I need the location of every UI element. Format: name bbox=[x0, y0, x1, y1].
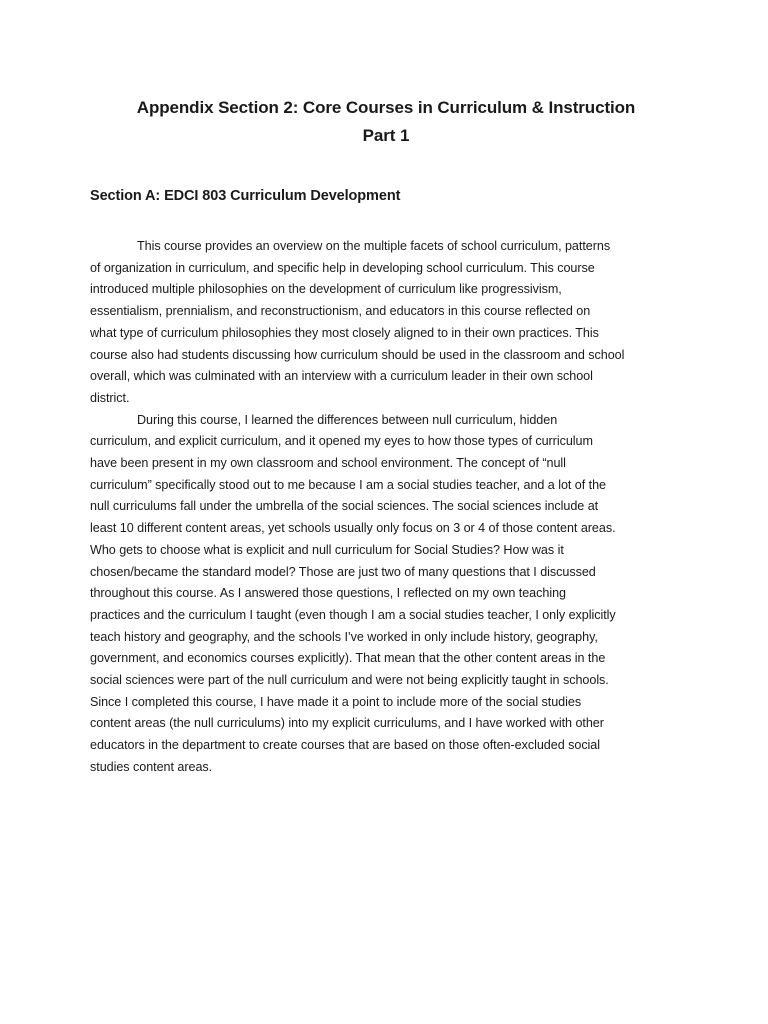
paragraph-line: content areas (the null curriculums) into my explicit curriculums, and I have worked with other bbox=[90, 716, 604, 731]
paragraph-line: curriculum” specifically stood out to me because I am a social studies teacher, and a lot of the bbox=[90, 477, 607, 492]
paragraph-line: This course provides an overview on the multiple facets of school curriculum, patterns bbox=[137, 239, 611, 253]
paragraph-line: practices and the curriculum I taught (even though I am a social studies teacher, I only explicitly bbox=[90, 607, 616, 622]
paragraph-line: overall, which was culminated with an interview with a curriculum leader in their own school bbox=[90, 369, 593, 384]
paragraph-line: curriculum, and explicit curriculum, and it opened my eyes to how those types of curriculum bbox=[90, 434, 593, 449]
section-heading: Section A: EDCI 803 Curriculum Development bbox=[90, 188, 401, 204]
paragraph-line: educators in the department to create courses that are based on those often-excluded social bbox=[90, 738, 601, 753]
paragraph-line: of organization in curriculum, and specific help in developing school curriculum. This course bbox=[90, 260, 595, 275]
paragraph-line: Since I completed this course, I have made it a point to include more of the social studies bbox=[90, 694, 582, 709]
paragraph-line: studies content areas. bbox=[90, 759, 213, 774]
paragraph-line: social sciences were part of the null curriculum and were not being explicitly taught in schools. bbox=[90, 673, 609, 688]
paragraph-line: least 10 different content areas, yet schools usually only focus on 3 or 4 of those content areas. bbox=[90, 521, 616, 536]
paragraph-line: null curriculums fall under the umbrella of the social sciences. The social sciences include at bbox=[90, 499, 599, 514]
paragraph-line: have been present in my own classroom and school environment. The concept of “null bbox=[90, 456, 566, 471]
document-title bbox=[90, 94, 682, 150]
paragraph-line: government, and economics courses explicitly). That mean that the other content areas in the bbox=[90, 651, 606, 666]
paragraph-line: district. bbox=[90, 390, 130, 405]
paragraph-line: During this course, I learned the differences between null curriculum, hidden bbox=[137, 412, 558, 427]
title-line-1: Appendix Section 2: Core Courses in Curriculum & Instruction bbox=[136, 98, 636, 117]
paragraph-line: Who gets to choose what is explicit and null curriculum for Social Studies? How was it bbox=[90, 542, 564, 557]
paragraph-line: chosen/became the standard model? Those are just two of many questions that I discussed bbox=[90, 564, 596, 579]
paragraph-line: throughout this course. As I answered those questions, I reflected on my own teaching bbox=[90, 586, 566, 601]
paragraph-2 bbox=[90, 410, 682, 779]
body-text bbox=[90, 236, 682, 779]
paragraph-line: teach history and geography, and the schools I’ve worked in only include history, geography, bbox=[90, 629, 598, 644]
paragraph-line: introduced multiple philosophies on the development of curriculum like progressivism, bbox=[90, 282, 562, 297]
paragraph-line: essentialism, prennialism, and reconstructionism, and educators in this course reflected on bbox=[90, 304, 591, 319]
paragraph-1 bbox=[90, 236, 682, 410]
paragraph-line: what type of curriculum philosophies they most closely aligned to in their own practices. This bbox=[90, 325, 599, 340]
paragraph-line: course also had students discussing how curriculum should be used in the classroom and school bbox=[90, 347, 625, 362]
title-line-2: Part 1 bbox=[362, 126, 410, 145]
